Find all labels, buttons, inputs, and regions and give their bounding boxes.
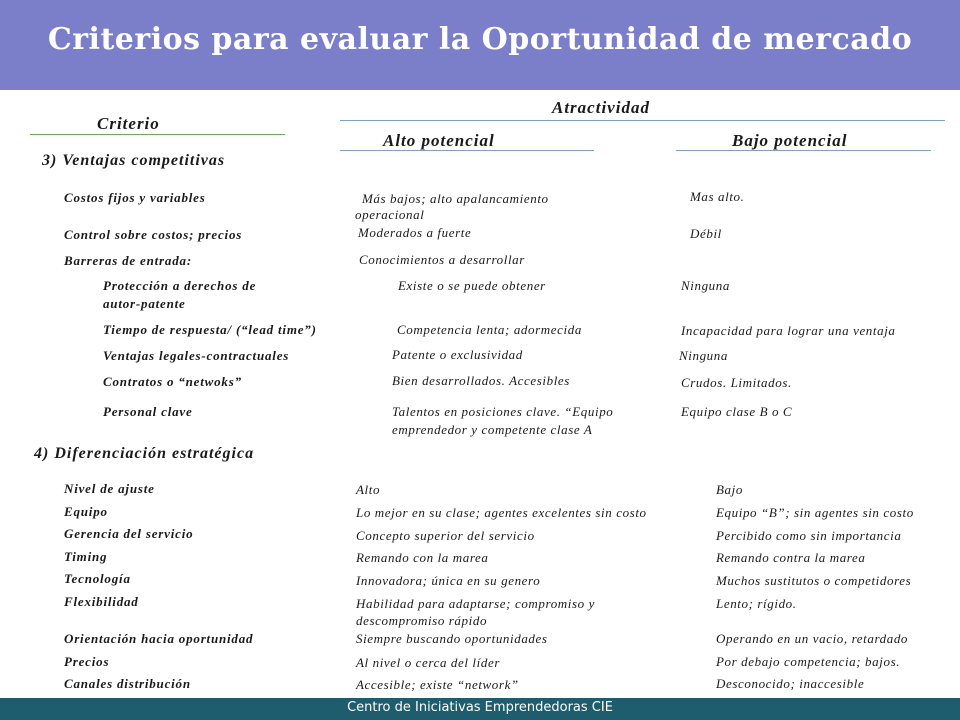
bajo-value: Mas alto. (690, 189, 745, 204)
alto-value: Competencia lenta; adormecida (397, 322, 582, 337)
alto-value: Bien desarrollados. Accesibles (392, 373, 570, 388)
alto-value: Innovadora; única en su genero (356, 573, 541, 588)
criterio-label: Gerencia del servicio (64, 526, 194, 541)
criterio-label: Nivel de ajuste (64, 481, 155, 496)
bajo-value: Débil (690, 226, 722, 241)
header-criterio: Criterio (97, 114, 160, 133)
alto-value: Moderados a fuerte (358, 225, 472, 240)
rule-bajo-potencial (676, 150, 931, 151)
slide-title: Criterios para evaluar la Oportunidad de mercado (47, 22, 913, 57)
alto-value: Siempre buscando oportunidades (356, 631, 548, 646)
criterio-label: Barreras de entrada: (64, 253, 192, 268)
criterio-label: Canales distribución (64, 676, 191, 691)
rule-atractividad (340, 120, 945, 121)
section-title-diferenciacion-estrategica: 4) Diferenciación estratégica (34, 445, 255, 462)
criterio-label: Tecnología (64, 571, 131, 586)
bajo-value: Equipo “B”; sin agentes sin costo (716, 505, 914, 520)
alto-value: Más bajos; alto apalancamiento (362, 191, 549, 206)
alto-value: Al nivel o cerca del líder (356, 655, 500, 670)
criterio-label: Precios (64, 654, 110, 669)
criterio-label: Personal clave (103, 404, 193, 419)
criterio-label-cont: autor-patente (103, 296, 186, 311)
bajo-value: Percibido como sin importancia (716, 528, 902, 543)
section-title-ventajas-competitivas: 3) Ventajas competitivas (42, 152, 226, 169)
bajo-value: Incapacidad para lograr una ventaja (681, 323, 896, 338)
bajo-value: Lento; rígido. (716, 596, 797, 611)
alto-value: Accesible; existe “network” (356, 677, 519, 692)
header-alto-potencial: Alto potencial (383, 131, 495, 150)
alto-value-cont: descompromiso rápido (356, 613, 488, 628)
bajo-value: Bajo (716, 482, 743, 497)
bajo-value: Ninguna (679, 348, 728, 363)
alto-value: Lo mejor en su clase; agentes excelentes sin costo (356, 505, 647, 520)
alto-value: Talentos en posiciones clave. “Equipo (392, 404, 614, 419)
alto-value: Conocimientos a desarrollar (359, 252, 525, 267)
bajo-value: Desconocido; inaccesible (716, 676, 865, 691)
criterio-label: Orientación hacia oportunidad (64, 631, 254, 646)
footer-text: Centro de Iniciativas Emprendedoras CIE (347, 700, 613, 715)
alto-value-cont: operacional (355, 207, 425, 222)
header-bajo-potencial: Bajo potencial (732, 131, 848, 150)
bajo-value: Muchos sustitutos o competidores (716, 573, 912, 588)
header-atractividad: Atractividad (552, 98, 650, 117)
alto-value: Habilidad para adaptarse; compromiso y (356, 596, 595, 611)
alto-value: Alto (356, 482, 381, 497)
criterio-label: Ventajas legales-contractuales (103, 348, 290, 363)
alto-value: Remando con la marea (356, 550, 489, 565)
alto-value: Existe o se puede obtener (398, 278, 546, 293)
bajo-value: Ninguna (681, 278, 730, 293)
criterio-label: Contratos o “netwoks” (103, 374, 242, 389)
criterio-label: Timing (64, 549, 108, 564)
criterio-label: Costos fijos y variables (64, 190, 206, 205)
rule-alto-potencial (340, 150, 594, 151)
bajo-value: Por debajo competencia; bajos. (716, 654, 901, 669)
alto-value: Patente o exclusividad (392, 347, 523, 362)
bajo-value: Equipo clase B o C (681, 404, 793, 419)
alto-value-cont: emprendedor y competente clase A (392, 422, 593, 437)
alto-value: Concepto superior del servicio (356, 528, 535, 543)
bajo-value: Crudos. Limitados. (681, 375, 792, 390)
criterio-label: Flexibilidad (64, 594, 139, 609)
rule-criterio (30, 134, 285, 135)
criterio-label: Protección a derechos de (103, 278, 257, 293)
bajo-value: Remando contra la marea (716, 550, 866, 565)
bajo-value: Operando en un vacio, retardado (716, 631, 909, 646)
criterio-label: Tiempo de respuesta/ (“lead time”) (103, 322, 317, 337)
criterio-label: Equipo (64, 504, 108, 519)
criterio-label: Control sobre costos; precios (64, 227, 243, 242)
